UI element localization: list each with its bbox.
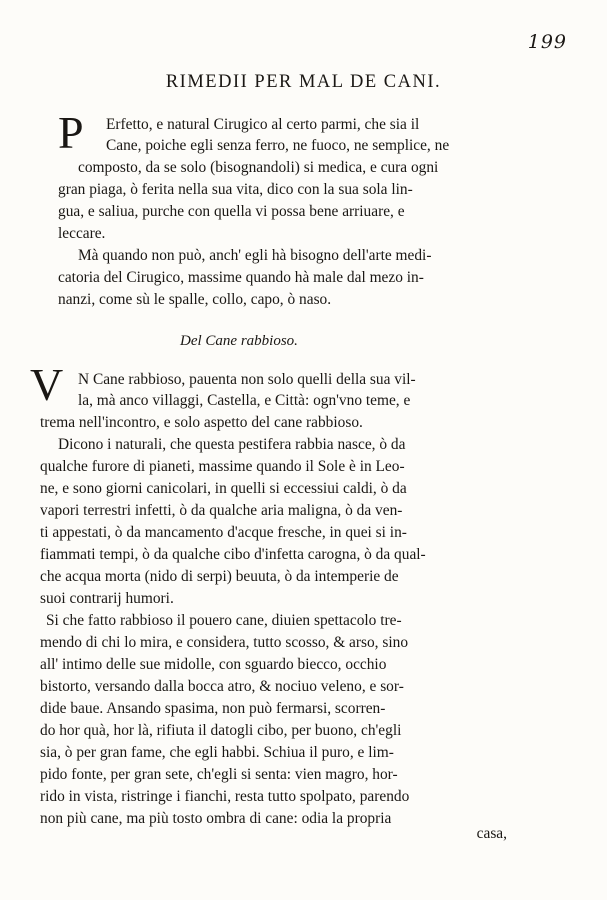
section-1-line: Erfetto, e natural Cirugico al certo parmi, che sia il: [106, 116, 420, 133]
section-2-line: che acqua morta (nido di serpi) beuuta, ò da intemperie de: [40, 568, 399, 585]
section-2-line: qualche furore di pianeti, massime quando il Sole è in Leo-: [40, 458, 405, 475]
section-2-line: la, mà anco villaggi, Castella, e Città: ogn'vno teme, e: [78, 392, 411, 409]
drop-cap-p: P: [58, 107, 84, 158]
drop-cap-v: V: [30, 359, 64, 410]
section-2-line: suoi contrarij humori.: [40, 590, 174, 607]
section-1-line: Cane, poiche egli senza ferro, ne fuoco, ne semplice, ne: [106, 137, 450, 154]
section-1-line: leccare.: [58, 225, 106, 242]
section-1-line: nanzi, come sù le spalle, collo, capo, ò naso.: [58, 291, 332, 308]
section-2-line: N Cane rabbioso, pauenta non solo quelli della sua vil-: [78, 371, 416, 388]
catchword: casa,: [476, 825, 507, 842]
section-2-line: rido in vista, ristringe i fianchi, resta tutto spolpato, parendo: [40, 788, 410, 805]
section-2-line: vapori terrestri infetti, ò da qualche aria maligna, ò da ven-: [40, 502, 403, 519]
section-2-line: mendo di chi lo mira, e considera, tutto scosso, & arso, sino: [40, 634, 409, 651]
section-2-line: pido fonte, per gran sete, ch'egli si senta: vien magro, hor-: [40, 766, 398, 783]
section-1-line: catoria del Cirugico, massime quando hà male dal mezo in-: [58, 269, 424, 286]
section-2-line: all' intimo delle sue midolle, con sguardo biecco, occhio: [40, 656, 387, 673]
section-2-line: do hor quà, hor là, rifiuta il datogli cibo, per buono, ch'egli: [40, 722, 402, 739]
page-title: RIMEDII PER MAL DE CANI.: [165, 72, 442, 92]
section-1-line: Mà quando non può, anch' egli hà bisogno dell'arte medi-: [78, 247, 432, 264]
section-2-line: trema nell'incontro, e solo aspetto del cane rabbioso.: [40, 414, 363, 431]
section-2-line: bistorto, versando dalla bocca atro, & nociuo veleno, e sor-: [40, 678, 404, 695]
section-2-line: Dicono i naturali, che questa pestifera rabbia nasce, ò da: [58, 436, 406, 453]
section-2-line: ne, e sono giorni canicolari, in quelli si eccessiui caldi, ò da: [40, 480, 407, 497]
section-2-line: fiammati tempi, ò da qualche cibo d'infetta carogna, ò da qual-: [40, 546, 426, 563]
section-1-line: gua, e saliua, purche con quella vi possa bene arriuare, e: [58, 203, 405, 220]
section-1-line: composto, da se solo (bisognandoli) si medica, e cura ogni: [78, 159, 439, 176]
page-number: 199: [527, 31, 567, 53]
section-1-line: gran piaga, ò ferita nella sua vita, dico con la sua sola lin-: [58, 181, 413, 198]
section-2-line: non più cane, ma più tosto ombra di cane: odia la propria: [40, 810, 392, 827]
section-2-line: dide baue. Ansando spasima, non può fermarsi, scorren-: [40, 700, 386, 717]
section-2-line: sia, ò per gran fame, che egli habbi. Schiua il puro, e lim-: [40, 744, 394, 761]
section-2-line: ti appestati, ò da mancamento d'acque fresche, in quei si in-: [40, 524, 407, 541]
section-2-line: Si che fatto rabbioso il pouero cane, diuien spettacolo tre-: [46, 612, 402, 629]
section-heading: Del Cane rabbioso.: [180, 333, 298, 349]
